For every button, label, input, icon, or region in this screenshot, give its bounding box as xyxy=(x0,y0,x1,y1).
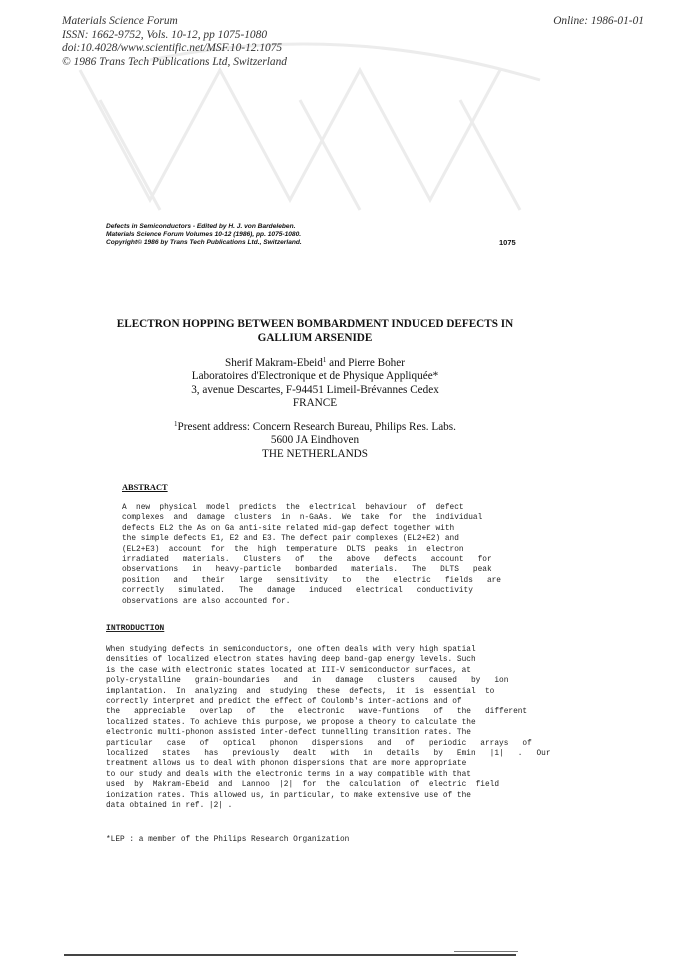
proceedings-line-2: Materials Science Forum Volumes 10-12 (1986), pp. 1075-1080. xyxy=(106,231,302,238)
footer-divider xyxy=(64,954,516,956)
page-number: 1075 xyxy=(499,238,516,247)
introduction-line: When studying defects in semiconductors, one often deals with very high spatial xyxy=(106,646,476,654)
abstract-line: the simple defects E1, E2 and E3. The defect pair complexes (EL2+E2) and xyxy=(122,535,459,544)
author-street: 3, avenue Descartes, F-94451 Limeil-Brévannes Cedex xyxy=(191,383,439,396)
abstract-heading: ABSTRACT xyxy=(122,483,168,492)
abstract-line: irradiated materials. Clusters of the above defects account for xyxy=(122,556,492,565)
title-line-1: ELECTRON HOPPING BETWEEN BOMBARDMENT INDUCED DEFECTS IN xyxy=(116,318,514,330)
author-country: FRANCE xyxy=(292,396,338,409)
abstract-body xyxy=(122,503,501,607)
journal-name: Materials Science Forum xyxy=(62,15,178,27)
paper-title xyxy=(100,318,530,345)
title-line-2: GALLIUM ARSENIDE xyxy=(257,331,373,344)
present-address-mark: 1 xyxy=(174,420,178,428)
introduction-line: poly-crystalline grain-boundaries and in damage clusters caused by ion xyxy=(106,677,509,686)
author-names xyxy=(100,357,530,370)
introduction-line: implantation. In analyzing and studying these defects, it is essential to xyxy=(106,687,495,696)
introduction-line: particular case of optical phonon dispersions and of periodic arrays of xyxy=(106,739,532,748)
abstract-line: (EL2+E3) account for the high temperature DLTS peaks in electron xyxy=(122,545,464,554)
author-affiliation-mark: 1 xyxy=(322,356,327,364)
author-first: Sherif Makram-Ebeid xyxy=(225,357,323,369)
introduction-line: the appreciable overlap of the electronic wave-funtions of the different xyxy=(106,708,528,717)
author-second: and Pierre Boher xyxy=(326,357,405,369)
introduction-line: localized states. To achieve this purpose, we propose a theory to calculate the xyxy=(106,718,476,727)
footer-divider-short xyxy=(454,951,518,952)
present-address-block xyxy=(100,421,530,461)
proceedings-line-1: Defects in Semiconductors - Edited by H. J. von Bardeleben. xyxy=(106,223,296,230)
introduction-body xyxy=(106,645,551,812)
abstract-line: defects EL2 the As on Ga anti-site related mid-gap defect together with xyxy=(122,524,455,533)
introduction-line: is the case with electronic states located at III-V semiconductor surfaces, at xyxy=(106,666,471,675)
abstract-line: observations in heavy-particle bombarded materials. The DLTS peak xyxy=(122,566,492,575)
publication-metadata xyxy=(62,15,287,69)
abstract-line: correctly simulated. The damage induced electrical conductivity xyxy=(122,587,473,596)
introduction-line: densities of localized electron states having deep band-gap energy levels. Such xyxy=(106,656,476,665)
present-address-line-3: THE NETHERLANDS xyxy=(262,447,368,460)
present-address-line-2: 5600 JA Eindhoven xyxy=(270,434,360,447)
copyright-line: © 1986 Trans Tech Publications Ltd, Switzerland xyxy=(62,55,287,68)
author-block xyxy=(100,357,530,410)
abstract-line: observations are also accounted for. xyxy=(122,597,291,606)
introduction-line: used by Makram-Ebeid and Lannoo |2| for the calculation of electric field xyxy=(106,781,500,790)
present-address-text: Present address: Concern Research Bureau, Philips Res. Labs. xyxy=(177,421,456,433)
introduction-line: treatment allows us to deal with phonon dispersions that are more appropriate xyxy=(106,760,467,769)
introduction-line: ionization rates. This allowed us, in particular, to make extensive use of the xyxy=(106,791,471,800)
introduction-line: localized states has previously dealt with in details by Emin |1| . Our xyxy=(106,750,551,759)
proceedings-line-3: Copyright© 1986 by Trans Tech Publications Ltd., Switzerland. xyxy=(106,239,302,246)
abstract-line: position and their large sensitivity to the electric fields are xyxy=(122,576,501,585)
abstract-line: complexes and damage clusters in n-GaAs. We take for the individual xyxy=(122,514,483,523)
introduction-line: electronic multi-phonon assisted inter-defect tunnelling transition rates. The xyxy=(106,729,471,738)
footnote: *LEP : a member of the Philips Research Organization xyxy=(106,836,350,844)
doi-line: doi:10.4028/www.scientific.net/MSF.10-12.1075 xyxy=(62,42,283,55)
introduction-line: data obtained in ref. |2| . xyxy=(106,802,233,811)
present-address-line-1 xyxy=(100,421,530,434)
abstract-line: A new physical model predicts the electrical behaviour of defect xyxy=(122,504,464,512)
introduction-line: to our study and deals with the electronic terms in a way compatible with that xyxy=(106,770,471,779)
proceedings-header xyxy=(106,223,302,247)
author-lab: Laboratoires d'Electronique et de Physique Appliquée* xyxy=(191,370,439,383)
issn-line: ISSN: 1662-9752, Vols. 10-12, pp 1075-1080 xyxy=(62,28,268,41)
introduction-line: correctly interpret and predict the effect of Coulomb's inter-actions and of xyxy=(106,698,462,707)
online-date: Online: 1986-01-01 xyxy=(553,15,644,27)
introduction-heading: INTRODUCTION xyxy=(106,624,165,633)
